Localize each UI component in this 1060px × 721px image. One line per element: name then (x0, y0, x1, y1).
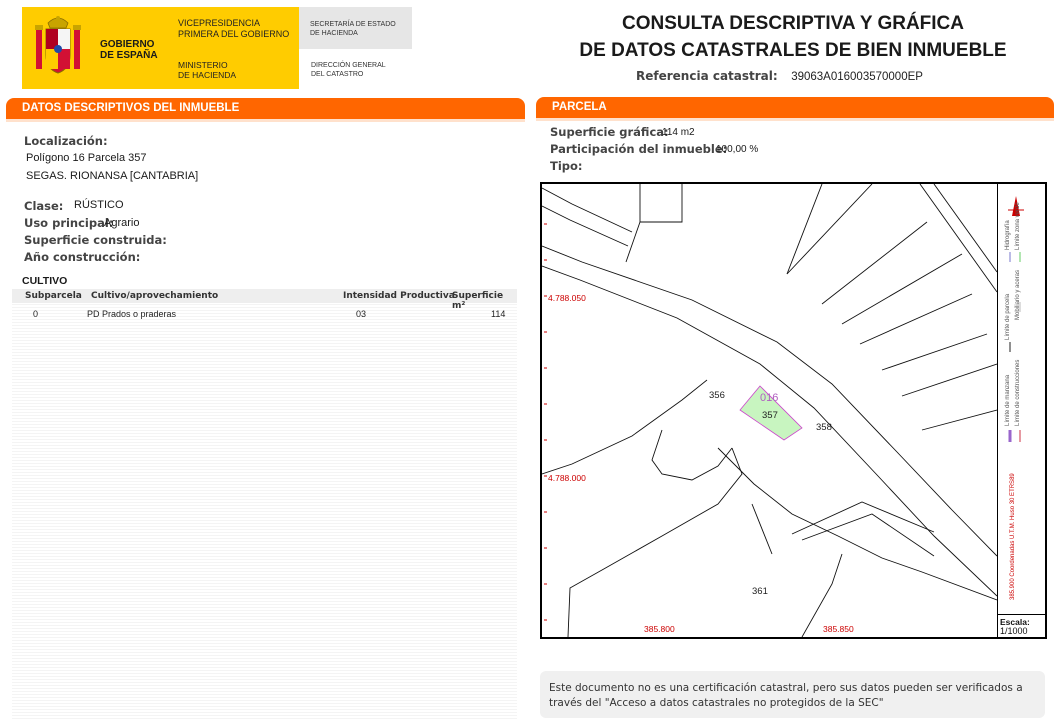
coord-x-label-1: 385.800 (644, 624, 675, 634)
legend-manzana: Límite de manzana (1005, 374, 1011, 426)
participacion-label: Participación del inmueble: (550, 142, 728, 156)
parcel-label-358: 358 (816, 422, 832, 433)
referencia-catastral (636, 69, 923, 83)
poligono-label: 016 (760, 392, 779, 404)
cell-subparcela: 0 (33, 309, 39, 319)
sec-line2: DE HACIENDA (310, 30, 358, 37)
vicepresidencia-label (178, 18, 298, 40)
cadastral-map[interactable] (540, 182, 1047, 639)
cell-intensidad: 03 (356, 309, 367, 319)
uso-label: Uso principal: (24, 216, 114, 230)
legend-construcciones: Límite de construcciones (1015, 359, 1021, 426)
coord-y-label-2: 4.788.000 (548, 473, 586, 483)
gobierno-name (100, 39, 158, 61)
vice-line2: PRIMERA DEL GOBIERNO (178, 29, 290, 39)
parcel-label-357: 357 (762, 410, 778, 421)
participacion-value: 100,00 % (716, 144, 759, 155)
col-subparcela: Subparcela (25, 291, 82, 301)
ministerio-label (178, 60, 298, 80)
dir-line1: DIRECCIÓN GENERAL (311, 62, 386, 69)
superficie-grafica-label: Superficie gráfica: (550, 125, 669, 139)
localizacion-label: Localización: (24, 134, 108, 148)
uso-value: Agrario (104, 217, 140, 229)
clase-value: RÚSTICO (74, 199, 124, 211)
legend-parcela: Límite de parcela (1005, 293, 1011, 340)
vice-line1: VICEPRESIDENCIA (178, 18, 261, 28)
section-underline (536, 118, 1054, 121)
page-title (560, 10, 1026, 64)
map-canvas (542, 184, 997, 637)
gov-name-line2: DE ESPAÑA (100, 50, 158, 61)
escala-label: Escala: (1000, 617, 1030, 627)
legend-divider (997, 183, 998, 638)
col-cultivo: Cultivo/aprovechamiento (91, 291, 219, 301)
ministry-line1: MINISTERIO (178, 60, 228, 70)
parcel-label-361: 361 (752, 586, 768, 597)
legend-hidrografia: Hidrografía (1005, 220, 1011, 250)
cultivo-title: CULTIVO (22, 275, 68, 287)
clase-label: Clase: (24, 199, 64, 213)
coord-system-note: 385.900 Coordenadas U.T.M. Huso 30 ETRS89 (1010, 473, 1016, 600)
gov-name-line1: GOBIERNO (100, 39, 155, 50)
sec-line1: SECRETARÍA DE ESTADO (310, 21, 396, 28)
coord-y-label-1: 4.788.050 (548, 293, 586, 303)
superficie-construida-label: Superficie construida: (24, 233, 167, 247)
datos-descriptivos-header: DATOS DESCRIPTIVOS DEL INMUEBLE (6, 98, 525, 119)
cultivo-table (12, 289, 517, 719)
title-line1: CONSULTA DESCRIPTIVA Y GRÁFICA (621, 13, 965, 34)
direccion-label (311, 61, 411, 79)
escala-value: 1/1000 (1000, 626, 1028, 636)
vicepresidencia-block (171, 7, 299, 89)
coord-x-label-2: 385.850 (823, 624, 854, 634)
dir-line2: DEL CATASTRO (311, 71, 364, 78)
parcel-label-356: 356 (709, 390, 725, 401)
cell-cultivo: PD Prados o praderas (87, 309, 177, 319)
escala-divider (998, 614, 1045, 615)
disclaimer-note: Este documento no es una certificación catastral, pero sus datos pueden ser verificados a través del "Acceso a datos catastrales no protegidos de la SEC" (540, 671, 1045, 718)
ref-label: Referencia catastral: (636, 69, 778, 83)
tipo-label: Tipo: (550, 159, 583, 173)
anio-construccion-label: Año construcción: (24, 250, 141, 264)
cell-superficie: 114 (491, 309, 506, 319)
localizacion-line2: SEGAS. RIONANSA [CANTABRIA] (26, 170, 199, 182)
parcela-header: PARCELA (536, 97, 1054, 118)
localizacion-line1: Polígono 16 Parcela 357 (26, 152, 147, 164)
section-underline (6, 119, 525, 122)
superficie-grafica-value: 114 m2 (662, 127, 695, 138)
cultivo-table-header (12, 289, 517, 311)
col-intensidad: Intensidad Productiva (343, 291, 455, 301)
ministry-line2: DE HACIENDA (178, 70, 237, 80)
gobierno-logo-block (22, 7, 171, 89)
legend-zona-verde: Límite zona verde (1015, 202, 1021, 250)
secretaria-label (310, 20, 410, 38)
title-line2: DE DATOS CATASTRALES DE BIEN INMUEBLE (579, 40, 1007, 61)
ref-value: 39063A016003570000EP (791, 71, 923, 83)
legend-mobiliario: Mobiliario y aceras (1015, 269, 1021, 320)
coat-of-arms-icon (34, 15, 82, 79)
col-superficie: Superficie m² (452, 291, 504, 311)
secretaria-block (299, 7, 412, 49)
